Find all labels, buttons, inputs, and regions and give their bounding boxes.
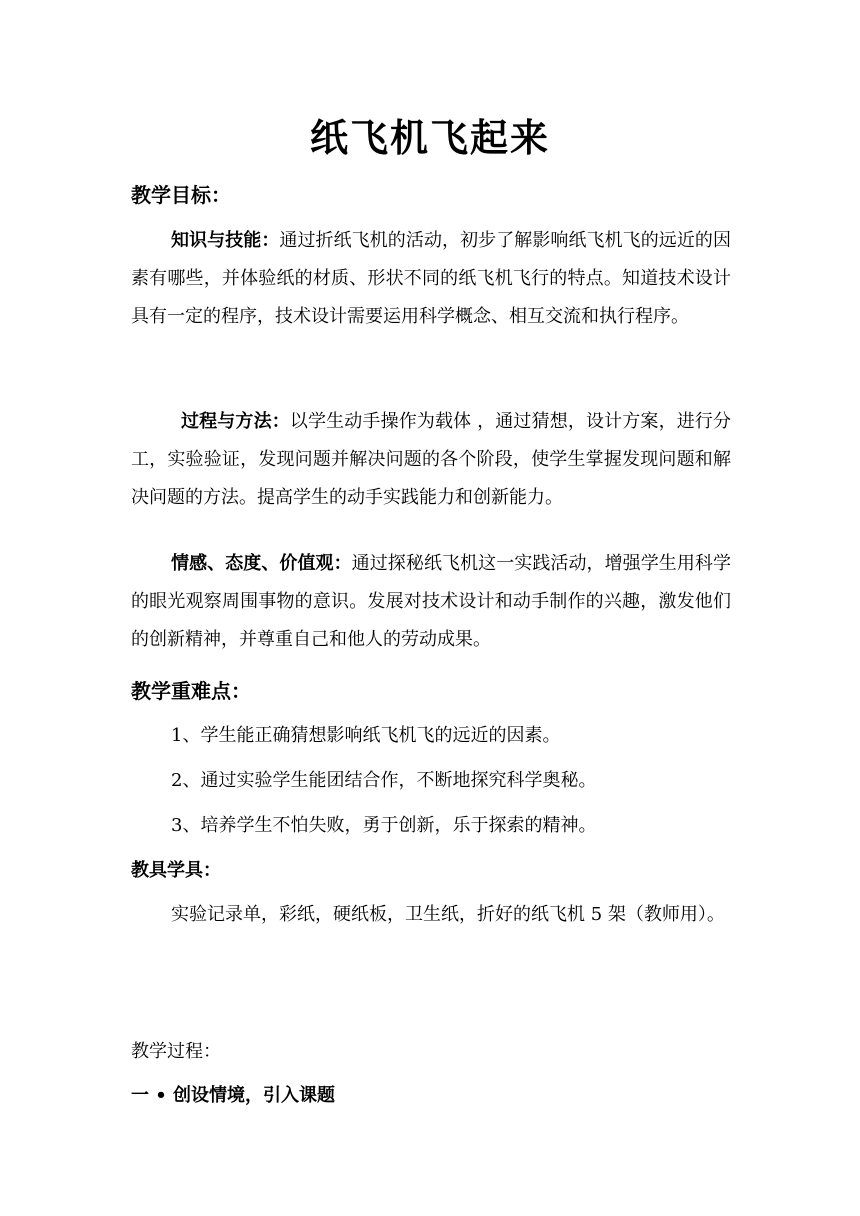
materials-paragraph: 实验记录单，彩纸，硬纸板，卫生纸，折好的纸飞机 5 架（教师用）。: [171, 904, 725, 925]
knowledge-skills-label: 知识与技能：: [171, 230, 280, 251]
knowledge-skills-paragraph: [131, 222, 731, 336]
key-points-heading: 教学重难点：: [131, 679, 251, 703]
teaching-process-heading: 教学过程：: [131, 1041, 221, 1062]
process-step-heading: 一 • 创设情境，引入课题: [131, 1085, 336, 1106]
process-methods-paragraph: [131, 403, 731, 517]
emotion-values-label: 情感、态度、价值观：: [171, 553, 352, 574]
key-point-item: 1、学生能正确猜想影响纸飞机飞的远近的因素。: [171, 725, 561, 746]
key-point-item: 3、培养学生不怕失败，勇于创新，乐于探索的精神。: [171, 815, 597, 836]
emotion-values-text: 通过探秘纸飞机这一实践活动，增强学生用科学的眼光观察周围事物的意识。发展对技术设计和动手制作的兴趣，激发他们的创新精神，并尊重自己和他人的劳动成果。: [131, 553, 732, 650]
emotion-values-paragraph: [131, 545, 731, 659]
process-methods-text: 以学生动手操作为载体 ，通过猜想，设计方案，进行分工，实验验证，发现问题并解决问题的各个阶段，使学生掌握发现问题和解决问题的方法。提高学生的动手实践能力和创新能力。: [131, 411, 731, 508]
document-title: 纸飞机飞起来: [309, 115, 550, 160]
objectives-heading: 教学目标：: [131, 183, 231, 207]
materials-heading: 教具学具：: [131, 860, 221, 881]
knowledge-skills-text: 通过折纸飞机的活动，初步了解影响纸飞机飞的远近的因素有哪些，并体验纸的材质、形状不同的纸飞机飞行的特点。知道技术设计具有一定的程序，技术设计需要运用科学概念、相互交流和执行程序。: [131, 230, 732, 327]
key-point-item: 2、通过实验学生能团结合作，不断地探究科学奥秘。: [171, 770, 597, 791]
process-methods-label: 过程与方法：: [181, 411, 290, 432]
